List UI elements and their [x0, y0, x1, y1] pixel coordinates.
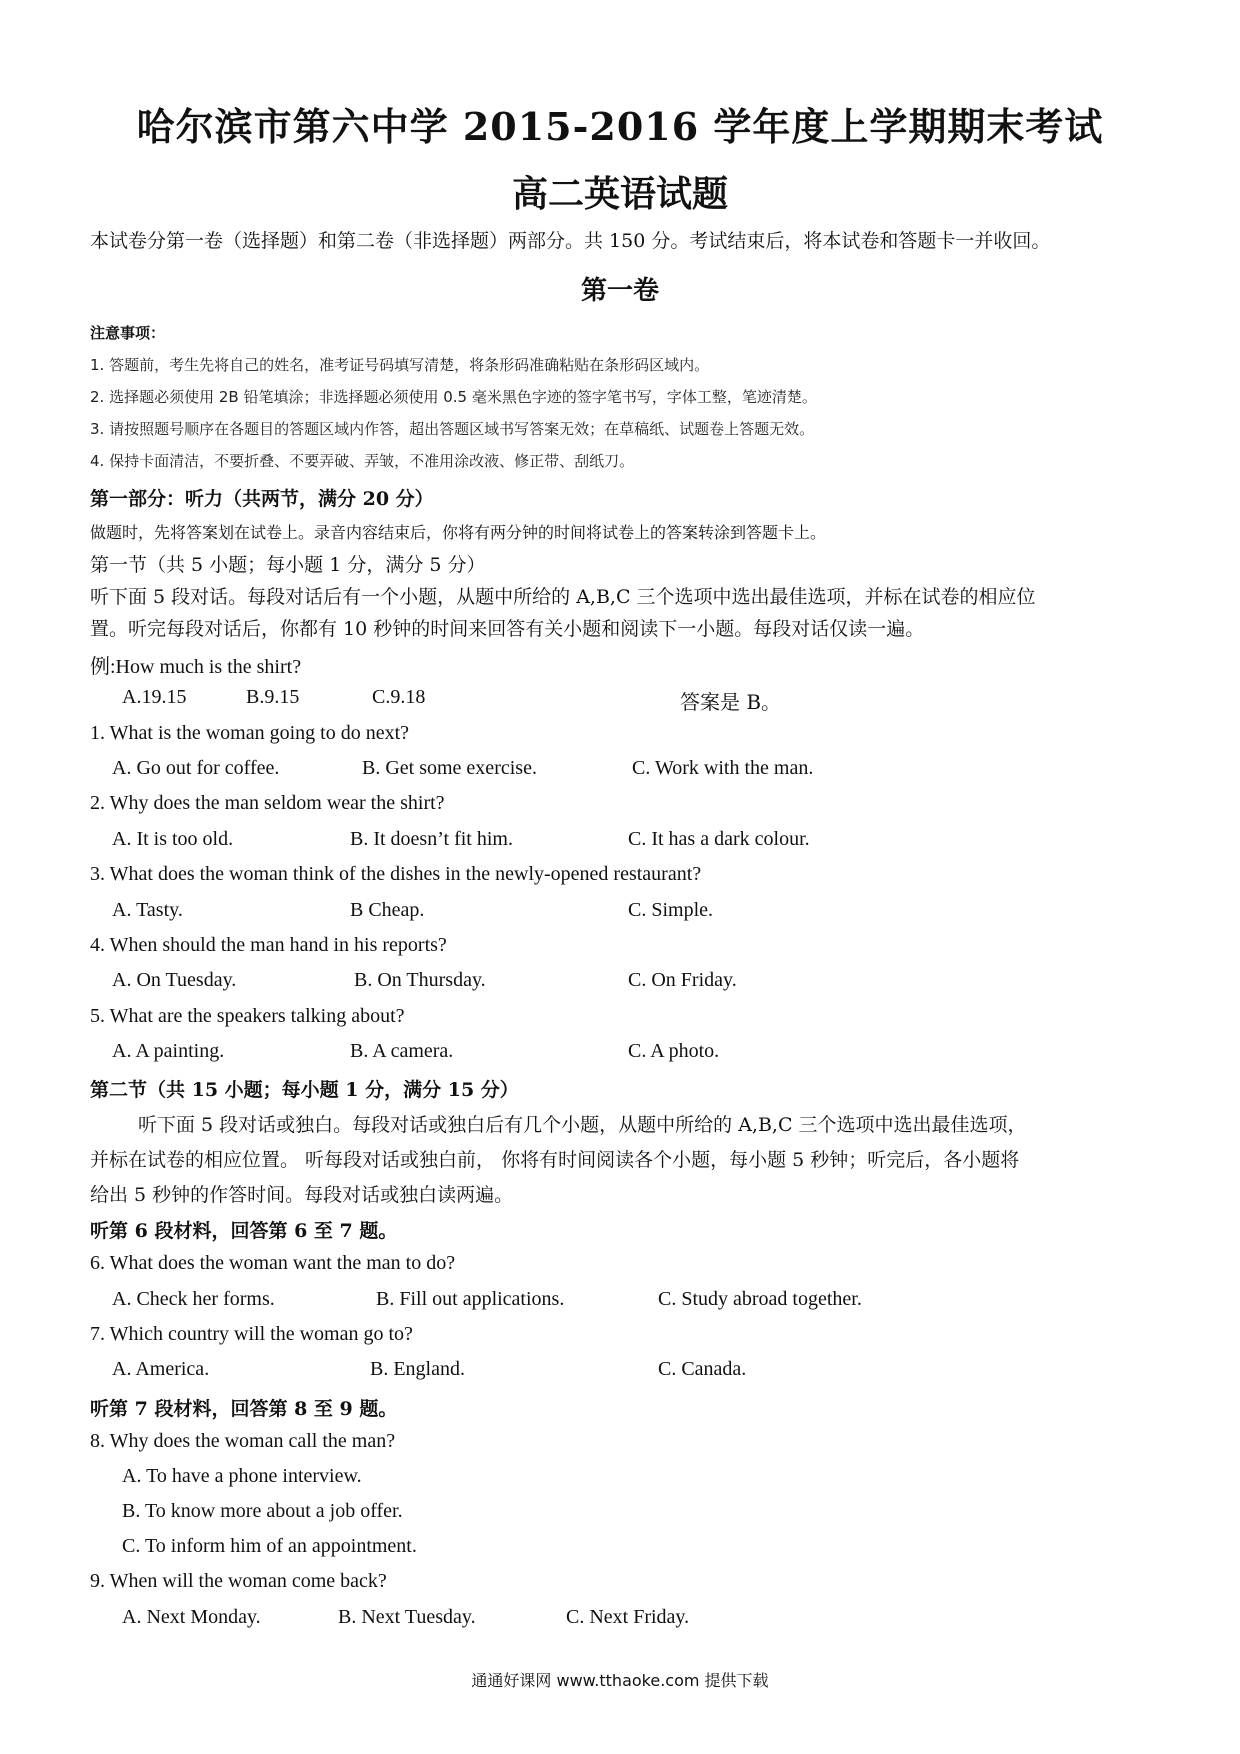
question-2: 2. Why does the man seldom wear the shirt?: [90, 792, 445, 814]
question-9: 9. When will the woman come back?: [90, 1570, 387, 1592]
notes-heading: 注意事项：: [90, 324, 166, 342]
question-3: 3. What does the woman think of the dishes in the newly-opened restaurant?: [90, 863, 702, 885]
option-b: B. Next Tuesday.: [338, 1606, 476, 1628]
option-a: A. On Tuesday.: [112, 969, 237, 991]
option-c: C. Work with the man.: [632, 757, 814, 779]
group-7-heading: 听第 7 段材料，回答第 8 至 9 题。: [90, 1398, 398, 1420]
option-c: C. Simple.: [628, 899, 714, 921]
question-5: 5. What are the speakers talking about?: [90, 1005, 405, 1027]
option-a: A. Check her forms.: [112, 1288, 275, 1310]
option-a: A. Go out for coffee.: [112, 757, 280, 779]
option-c: C. To inform him of an appointment.: [122, 1535, 417, 1557]
option-a: A. To have a phone interview.: [122, 1465, 362, 1487]
example-question: 例:How much is the shirt?: [90, 656, 302, 678]
part1-heading: 第一部分：听力（共两节，满分 20 分）: [90, 488, 434, 510]
section2-paragraph: 给出 5 秒钟的作答时间。每段对话或独白读两遍。: [90, 1184, 514, 1206]
option-b: B. It doesn’t fit him.: [350, 828, 513, 850]
option-b: B. Get some exercise.: [362, 757, 537, 779]
exam-intro: 本试卷分第一卷（选择题）和第二卷（非选择题）两部分。共 150 分。考试结束后，将本试卷和答题卡一并收回。: [90, 230, 1051, 252]
volume-heading: 第一卷: [580, 276, 659, 306]
option-b: B. On Thursday.: [354, 969, 486, 991]
example-answer: 答案是 B。: [680, 690, 782, 714]
option-a: A. America.: [112, 1358, 210, 1380]
option-c: C. Study abroad together.: [658, 1288, 862, 1310]
question-4: 4. When should the man hand in his reports?: [90, 934, 447, 956]
example-option-c: C.9.18: [372, 686, 426, 708]
section2-paragraph: 并标在试卷的相应位置。 听每段对话或独白前， 你将有时间阅读各个小题，每小题 5 秒钟；听完后，各小题将: [90, 1149, 1020, 1171]
section1-paragraph: 置。听完每段对话后，你都有 10 秒钟的时间来回答有关小题和阅读下一小题。每段对话仅读一遍。: [90, 618, 925, 640]
section1-paragraph: 听下面 5 段对话。每段对话后有一个小题，从题中所给的 A,B,C 三个选项中选出最佳选项，并标在试卷的相应位: [90, 586, 1036, 608]
note-item: 1. 答题前，考生先将自己的姓名，准考证号码填写清楚，将条形码准确粘贴在条形码区域内。: [90, 356, 710, 374]
exam-title: 哈尔滨市第六中学 2015-2016 学年度上学期期末考试: [136, 104, 1104, 149]
section2-paragraph: 听下面 5 段对话或独白。每段对话或独白后有几个小题，从题中所给的 A,B,C 三个选项中选出最佳选项，: [138, 1114, 1027, 1136]
section2-heading: 第二节（共 15 小题；每小题 1 分，满分 15 分）: [90, 1079, 519, 1101]
option-b: B. To know more about a job offer.: [122, 1500, 403, 1522]
part1-instruction: 做题时，先将答案划在试卷上。录音内容结束后，你将有两分钟的时间将试卷上的答案转涂到答题卡上。: [90, 523, 827, 542]
question-1: 1. What is the woman going to do next?: [90, 722, 410, 744]
option-c: C. It has a dark colour.: [628, 828, 810, 850]
option-a: A. A painting.: [112, 1040, 225, 1062]
example-option-a: A.19.15: [122, 686, 187, 708]
question-6: 6. What does the woman want the man to do?: [90, 1252, 456, 1274]
option-b: B. A camera.: [350, 1040, 454, 1062]
option-c: C. A photo.: [628, 1040, 720, 1062]
group-6-heading: 听第 6 段材料，回答第 6 至 7 题。: [90, 1220, 398, 1242]
option-b: B. Fill out applications.: [376, 1288, 565, 1310]
example-option-b: B.9.15: [246, 686, 300, 708]
option-c: C. Next Friday.: [566, 1606, 690, 1628]
note-item: 2. 选择题必须使用 2B 铅笔填涂；非选择题必须使用 0.5 毫米黑色字迹的签字笔书写，字体工整，笔迹清楚。: [90, 388, 817, 406]
note-item: 4. 保持卡面清洁，不要折叠、不要弄破、弄皱，不准用涂改液、修正带、刮纸刀。: [90, 452, 635, 470]
option-c: C. Canada.: [658, 1358, 747, 1380]
option-a: A. Tasty.: [112, 899, 183, 921]
section1-heading: 第一节（共 5 小题；每小题 1 分，满分 5 分）: [90, 554, 486, 576]
option-a: A. Next Monday.: [122, 1606, 261, 1628]
option-b: B. England.: [370, 1358, 465, 1380]
option-c: C. On Friday.: [628, 969, 737, 991]
option-b: B Cheap.: [350, 899, 425, 921]
page-footer: 通通好课网 www.tthaoke.com 提供下载: [471, 1671, 769, 1690]
note-item: 3. 请按照题号顺序在各题目的答题区域内作答，超出答题区域书写答案无效；在草稿纸、试题卷上答题无效。: [90, 420, 815, 438]
question-8: 8. Why does the woman call the man?: [90, 1430, 396, 1452]
option-a: A. It is too old.: [112, 828, 234, 850]
question-7: 7. Which country will the woman go to?: [90, 1323, 413, 1345]
exam-subtitle: 高二英语试题: [511, 173, 728, 215]
